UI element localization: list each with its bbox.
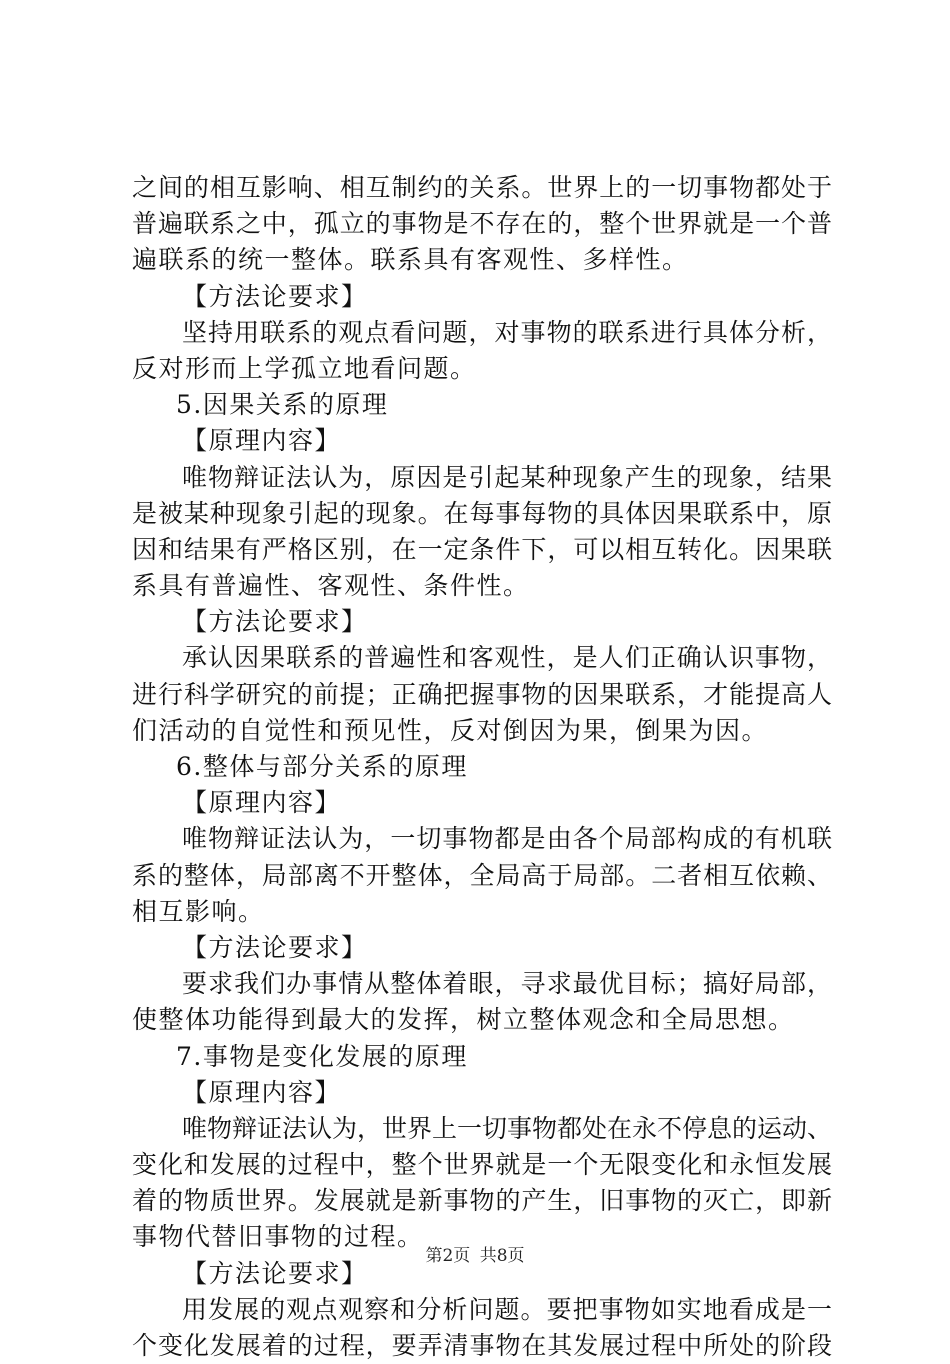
body-line: 相互影响。: [132, 896, 265, 926]
page-total: 共8页: [479, 1246, 525, 1266]
body-line: 要求我们办事情从整体着眼，寻求最优目标；搞好局部，: [182, 969, 832, 999]
body-line: 反对形而上学孤立地看问题。: [132, 353, 477, 383]
section-heading: 7.事物是变化发展的原理: [176, 1041, 468, 1071]
body-line: 唯物辩证法认为，世界上一切事物都处在永不停息的运动、: [182, 1113, 833, 1143]
body-line: 是被某种现象引起的现象。在每事每物的具体因果联系中，原: [132, 498, 832, 528]
document-body: [132, 170, 832, 1364]
method-heading: 【方法论要求】: [182, 932, 368, 962]
method-heading: 【方法论要求】: [182, 607, 368, 637]
body-line: 系的整体，局部离不开整体，全局高于局部。二者相互依赖、: [132, 860, 832, 890]
page-number: 第2页: [425, 1246, 471, 1266]
body-line: 唯物辩证法认为，一切事物都是由各个局部构成的有机联: [182, 824, 832, 854]
method-heading: 【方法论要求】: [182, 1258, 368, 1288]
body-line: 变化和发展的过程中，整个世界就是一个无限变化和永恒发展: [132, 1150, 832, 1180]
body-line: 事物代替旧事物的过程。: [132, 1222, 424, 1252]
body-line: 之间的相互影响、相互制约的关系。世界上的一切事物都处于: [132, 173, 832, 202]
body-line: 承认因果联系的普遍性和客观性，是人们正确认识事物，: [182, 643, 832, 673]
body-line: 因和结果有严格区别，在一定条件下，可以相互转化。因果联: [132, 534, 832, 564]
body-line: 个变化发展着的过程，要弄清事物在其发展过程中所处的阶段: [132, 1331, 832, 1360]
body-line: 坚持用联系的观点看问题，对事物的联系进行具体分析，: [182, 317, 832, 347]
body-line: 系具有普遍性、客观性、条件性。: [132, 571, 530, 601]
principle-heading: 【原理内容】: [182, 1077, 342, 1107]
page-footer: [0, 1241, 950, 1266]
body-line: 使整体功能得到最大的发挥，树立整体观念和全局思想。: [132, 1005, 795, 1035]
body-line: 着的物质世界。发展就是新事物的产生，旧事物的灭亡，即新: [132, 1186, 832, 1216]
method-heading: 【方法论要求】: [182, 281, 368, 311]
principle-heading: 【原理内容】: [182, 426, 342, 456]
body-line: 们活动的自觉性和预见性，反对倒因为果，倒果为因。: [132, 715, 769, 745]
principle-heading: 【原理内容】: [182, 788, 342, 818]
body-line: 唯物辩证法认为，原因是引起某种现象产生的现象，结果: [182, 462, 832, 492]
body-line: 普遍联系之中，孤立的事物是不存在的，整个世界就是一个普: [132, 209, 832, 239]
section-heading: 6.整体与部分关系的原理: [176, 752, 468, 781]
body-line: 用发展的观点观察和分析问题。要把事物如实地看成是一: [182, 1294, 832, 1324]
body-line: 进行科学研究的前提；正确把握事物的因果联系，才能提高人: [132, 679, 832, 709]
section-heading: 5.因果关系的原理: [176, 390, 389, 420]
body-line: 遍联系的统一整体。联系具有客观性、多样性。: [132, 245, 689, 275]
